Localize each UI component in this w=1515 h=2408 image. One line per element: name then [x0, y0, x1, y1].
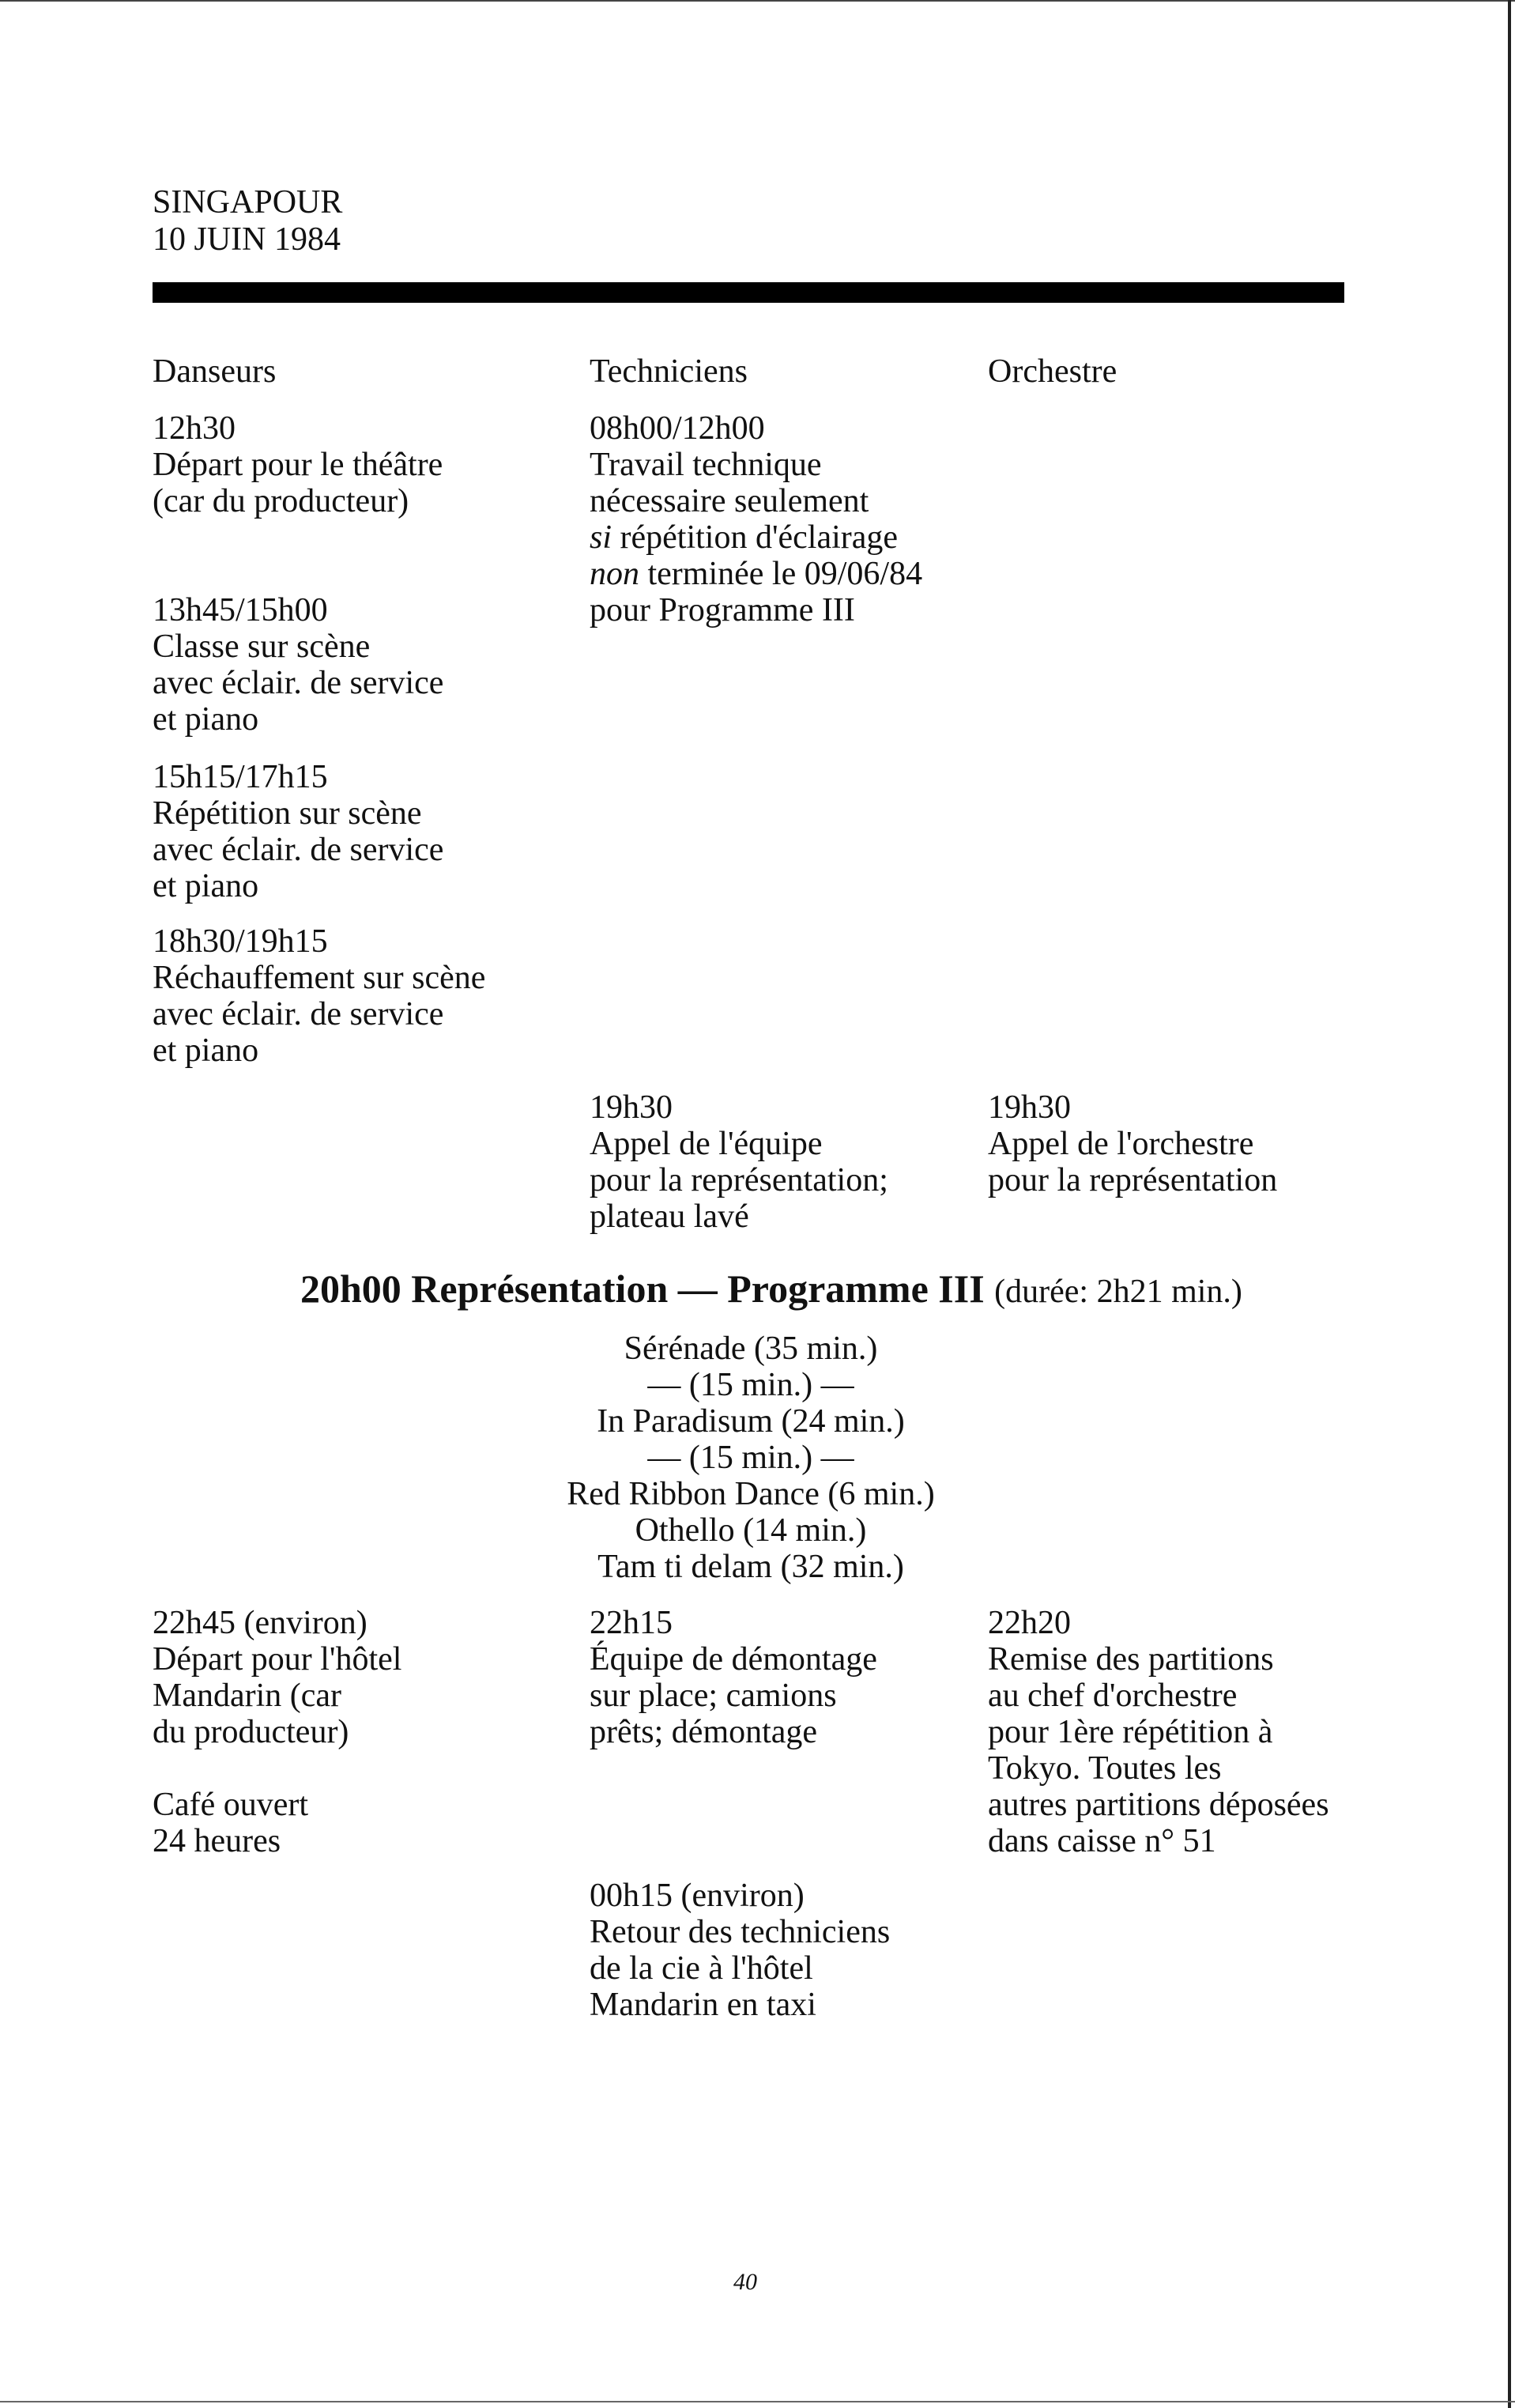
entry-line: Réchauffement sur scène — [153, 960, 486, 996]
entry-time-note: (environ) — [680, 1878, 805, 1914]
entry-time: 19h30 — [590, 1089, 673, 1126]
entry-line: Mandarin (car — [153, 1678, 342, 1714]
header-rule — [153, 282, 1344, 303]
technicians-return-entry — [590, 1878, 890, 2023]
dancers-end-entry — [153, 1605, 401, 1750]
entry-line: de la cie à l'hôtel — [590, 1950, 813, 1987]
orchestra-end-entry — [988, 1605, 1329, 1859]
program-item: In Paradisum (24 min.) — [597, 1403, 905, 1440]
entry-time: 19h30 — [988, 1089, 1071, 1126]
program-item: — (15 min.) — — [647, 1440, 854, 1476]
entry-line: avec éclair. de service — [153, 665, 444, 701]
technicians-end-entry — [590, 1605, 877, 1750]
performance-duration: (durée: 2h21 min.) — [994, 1274, 1242, 1310]
entry-time-row — [590, 1878, 890, 1914]
emphasis: si — [590, 519, 612, 556]
entry-line: au chef d'orchestre — [988, 1678, 1238, 1714]
dancers-entry — [153, 759, 443, 904]
program-list — [514, 1330, 988, 1585]
entry-time: 22h15 — [590, 1605, 673, 1641]
entry-line: autres partitions déposées — [988, 1787, 1329, 1823]
entry-line: Répétition sur scène — [153, 795, 422, 832]
emphasis: non — [590, 556, 639, 592]
entry-line: Café ouvert — [153, 1787, 309, 1823]
entry-time: 12h30 — [153, 410, 236, 447]
program-item: Sérénade (35 min.) — [624, 1330, 878, 1367]
entry-line: Équipe de démontage — [590, 1641, 877, 1678]
entry-line: avec éclair. de service — [153, 832, 444, 868]
header-city: SINGAPOUR — [153, 184, 343, 221]
entry-line: Appel de l'équipe — [590, 1126, 823, 1162]
entry-line: Tokyo. Toutes les — [988, 1750, 1222, 1787]
technicians-call-entry — [590, 1089, 888, 1235]
entry-line-conditional — [590, 519, 922, 556]
entry-line-rest: terminée le 09/06/84 — [647, 556, 923, 592]
entry-line-conditional — [590, 556, 922, 592]
dancers-entry — [153, 410, 443, 519]
entry-line: nécessaire seulement — [590, 483, 869, 519]
entry-line-rest: répétition d'éclairage — [620, 519, 899, 556]
column-header-technicians: Techniciens — [590, 353, 748, 390]
header-date: 10 JUIN 1984 — [153, 221, 341, 258]
program-item: Othello (14 min.) — [635, 1512, 867, 1549]
entry-line: Départ pour l'hôtel — [153, 1641, 402, 1678]
entry-line: pour 1ère répétition à — [988, 1714, 1273, 1750]
entry-line: plateau lavé — [590, 1198, 749, 1235]
program-item: — (15 min.) — — [647, 1367, 854, 1403]
entry-line: Retour des techniciens — [590, 1914, 891, 1950]
entry-line: 24 heures — [153, 1823, 281, 1859]
column-header-dancers: Danseurs — [153, 353, 277, 390]
entry-time: 00h15 — [590, 1878, 673, 1914]
entry-line: prêts; démontage — [590, 1714, 818, 1750]
cafe-note — [153, 1787, 308, 1859]
performance-title: 20h00 Représentation — Programme III — [300, 1266, 985, 1311]
entry-line: (car du producteur) — [153, 483, 409, 519]
entry-line: dans caisse n° 51 — [988, 1823, 1216, 1859]
entry-line: du producteur) — [153, 1714, 349, 1750]
dancers-entry — [153, 592, 443, 738]
entry-line: pour la représentation; — [590, 1162, 888, 1198]
page-number: 40 — [733, 2269, 757, 2295]
entry-line: Remise des partitions — [988, 1641, 1274, 1678]
entry-line: Départ pour le théâtre — [153, 447, 443, 483]
entry-line: et piano — [153, 1032, 259, 1069]
entry-line: et piano — [153, 868, 259, 904]
technicians-morning-entry — [590, 410, 922, 628]
program-item: Tam ti delam (32 min.) — [597, 1549, 904, 1585]
page-right-edge — [1508, 0, 1511, 2408]
entry-line: Mandarin en taxi — [590, 1987, 816, 2023]
entry-time-row — [153, 1605, 401, 1641]
entry-time: 15h15/17h15 — [153, 759, 328, 795]
entry-time: 18h30/19h15 — [153, 923, 328, 960]
column-header-orchestra: Orchestre — [988, 353, 1117, 390]
page-bottom-edge — [0, 2401, 1515, 2402]
entry-time-note: (environ) — [243, 1605, 367, 1641]
entry-time: 22h20 — [988, 1605, 1071, 1641]
entry-line: et piano — [153, 701, 259, 738]
entry-line: Appel de l'orchestre — [988, 1126, 1254, 1162]
entry-line: sur place; camions — [590, 1678, 837, 1714]
entry-time: 13h45/15h00 — [153, 592, 328, 628]
entry-time: 22h45 — [153, 1605, 236, 1641]
entry-line: Classe sur scène — [153, 628, 371, 665]
entry-line: Travail technique — [590, 447, 822, 483]
entry-line: avec éclair. de service — [153, 996, 444, 1032]
program-item: Red Ribbon Dance (6 min.) — [567, 1476, 935, 1512]
entry-time: 08h00/12h00 — [590, 410, 765, 447]
dancers-entry — [153, 923, 485, 1069]
orchestra-call-entry — [988, 1089, 1277, 1198]
entry-line: pour Programme III — [590, 592, 855, 628]
performance-heading — [300, 1266, 1242, 1314]
entry-line: pour la représentation — [988, 1162, 1278, 1198]
page-top-edge — [0, 0, 1515, 2]
